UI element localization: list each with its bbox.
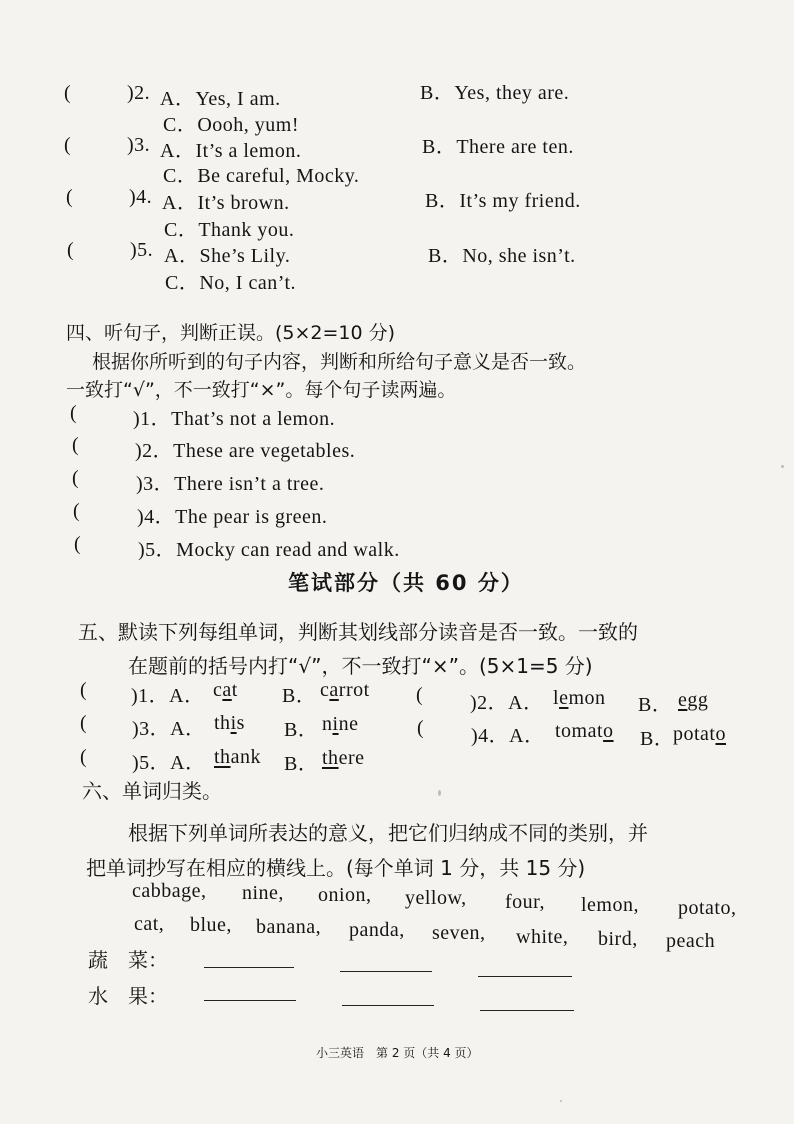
word-a: lemon [553, 687, 606, 709]
option-c: C．Be careful, Mocky. [163, 165, 360, 187]
question-number: )4. [129, 186, 153, 208]
answer-paren[interactable]: ( [80, 712, 88, 734]
option-a: A．Yes, I am. [160, 88, 281, 110]
answer-paren[interactable]: ( [80, 679, 88, 701]
option-c: C．Oooh, yum! [163, 114, 299, 136]
word-b: nine [322, 713, 359, 735]
section4-instruction: 根据你所听到的句子内容，判断和所给句子意义是否一致。 [92, 351, 587, 373]
option-b: B．No, she isn’t. [428, 245, 576, 267]
answer-paren[interactable]: ( [416, 684, 424, 706]
option-b-label: B． [640, 728, 675, 750]
word-bank-item: four, [505, 891, 546, 913]
word-bank-item: bird, [598, 928, 638, 950]
question-number: )2. [127, 82, 151, 104]
vegetable-blank[interactable] [340, 971, 432, 972]
question-number: )3. [127, 134, 151, 156]
fruit-blank[interactable] [480, 1010, 574, 1011]
section6-heading: 六、单词归类。 [82, 779, 222, 803]
option-a: A．It’s brown. [162, 192, 290, 214]
section5-heading: 五、默读下列每组单词，判断其划线部分读音是否一致。一致的 [78, 620, 638, 644]
written-part-title: 笔试部分（共 60 分） [288, 571, 524, 595]
option-c: C．No, I can’t. [165, 272, 297, 294]
answer-paren[interactable]: ( [72, 467, 80, 489]
word-bank-item: white, [516, 926, 569, 948]
answer-paren[interactable]: ( [72, 434, 80, 456]
word-bank-item: lemon, [581, 894, 639, 916]
word-bank-item: seven, [432, 922, 486, 944]
vegetable-blank[interactable] [204, 967, 294, 968]
option-b: B．It’s my friend. [425, 190, 581, 212]
word-bank-item: blue, [190, 914, 232, 936]
statement: )1．That’s not a lemon. [133, 408, 336, 430]
statement: )5．Mocky can read and walk. [138, 539, 400, 561]
statement: )2．These are vegetables. [135, 440, 356, 462]
option-b-label: B． [638, 694, 673, 716]
option-b-label: B． [284, 719, 319, 741]
word-bank-item: banana, [256, 916, 322, 938]
section4-instruction: 一致打“√”，不一致打“×”。每个句子读两遍。 [66, 379, 457, 401]
word-bank-item: cat, [134, 913, 165, 935]
word-bank-item: onion, [318, 884, 372, 906]
option-b: B．Yes, they are. [420, 82, 570, 104]
word-b: potato [673, 723, 726, 745]
answer-paren[interactable]: ( [73, 500, 81, 522]
section4-heading: 四、听句子，判断正误。(5×2=10 分) [66, 322, 396, 344]
word-a: thank [214, 746, 261, 768]
word-bank-item: panda, [349, 919, 405, 941]
word-b: egg [678, 689, 709, 711]
option-a: A．She’s Lily. [164, 245, 291, 267]
answer-paren[interactable]: ( [66, 186, 74, 208]
statement: )3．There isn’t a tree. [136, 473, 325, 495]
answer-paren[interactable]: ( [64, 82, 72, 104]
word-bank-item: cabbage, [132, 880, 207, 902]
scan-speck [438, 790, 441, 796]
vegetable-blank[interactable] [478, 976, 572, 977]
question-number: )5. [130, 239, 154, 261]
fruit-blank[interactable] [342, 1005, 434, 1006]
page-footer: 小三英语 第 2 页（共 4 页） [316, 1046, 479, 1060]
word-a: cat [213, 679, 238, 701]
word-a: tomato [555, 720, 614, 742]
option-b-label: B． [284, 753, 319, 775]
question-number: )1．A． [131, 685, 205, 707]
fruit-blank[interactable] [204, 1000, 296, 1001]
section6-instruction: 根据下列单词所表达的意义，把它们归纳成不同的类别，并 [128, 821, 648, 845]
answer-paren[interactable]: ( [64, 134, 72, 156]
option-b: B．There are ten. [422, 136, 574, 158]
fruits-label: 水 果： [88, 984, 168, 1008]
question-number: )3．A． [132, 718, 206, 740]
word-b: there [322, 747, 365, 769]
answer-paren[interactable]: ( [417, 717, 425, 739]
answer-paren[interactable]: ( [70, 402, 78, 424]
scan-speck [560, 1100, 562, 1102]
vegetables-label: 蔬 菜： [88, 948, 168, 972]
word-bank-item: nine, [242, 882, 284, 904]
answer-paren[interactable]: ( [74, 533, 82, 555]
section6-instruction: 把单词抄写在相应的横线上。(每个单词 1 分，共 15 分) [86, 856, 586, 880]
option-c: C．Thank you. [164, 219, 295, 241]
word-bank-item: potato, [678, 897, 737, 919]
answer-paren[interactable]: ( [80, 746, 88, 768]
option-a: A．It’s a lemon. [160, 140, 302, 162]
word-a: this [214, 712, 245, 734]
answer-paren[interactable]: ( [67, 239, 75, 261]
scan-speck [781, 465, 784, 468]
section5-instruction: 在题前的括号内打“√”，不一致打“×”。(5×1=5 分) [128, 654, 593, 678]
word-b: carrot [320, 679, 370, 701]
word-bank-item: yellow, [405, 887, 467, 909]
statement: )4．The pear is green. [137, 506, 328, 528]
question-number: )4．A． [471, 725, 545, 747]
option-b-label: B． [282, 685, 317, 707]
question-number: )5．A． [132, 752, 206, 774]
question-number: )2．A． [470, 692, 544, 714]
word-bank-item: peach [666, 930, 716, 952]
